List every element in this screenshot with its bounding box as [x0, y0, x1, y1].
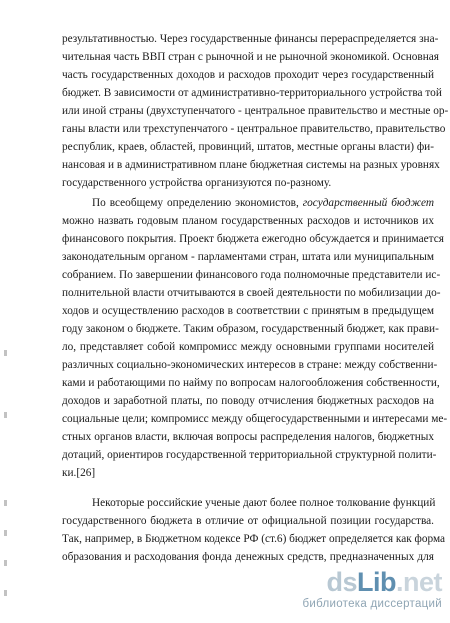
- logo-part-net: .net: [395, 567, 442, 597]
- p2-line-13: социальные цели; компромисс между общегосударственными и интересами ме-: [62, 413, 448, 425]
- p2-line-8: году законом о бюджете. Таким образом, государственный бюджет, как прави-: [62, 323, 439, 335]
- p1-line-7: республик, краев, областей, провинций, штатов, местные органы власти) фи-: [62, 141, 434, 153]
- p3-line-4: образования и расходования фонда денежных средств, предназначенных для: [62, 551, 434, 563]
- dslib-subtitle: библиотека диссертаций: [302, 598, 442, 610]
- dslib-watermark: [292, 567, 442, 617]
- p2-line-16: ки.[26]: [62, 467, 96, 479]
- scan-artifact: [4, 560, 7, 566]
- p1-line-4: бюджет. В зависимости от административно-территориального устройства той: [62, 87, 442, 99]
- p2-line-15: дотаций, ориентиров государственной территориальной структурной полити-: [62, 449, 437, 461]
- p2-line-14: стных органов власти, включая вопросы распределения налогов, бюджетных: [62, 431, 434, 443]
- p1-line-1: результативностью. Через государственные финансы перераспределяется зна-: [62, 33, 439, 45]
- p2-line-1: [92, 196, 434, 210]
- logo-part-lib: Lib: [356, 567, 396, 597]
- p2-line-12: доходов и заработной платы, по поводу отчисления бюджетных расходов на: [62, 395, 434, 407]
- p1-line-5: или иной страны (двухступенчатого - центральное правительство и местные ор-: [62, 105, 449, 117]
- p2-line-10: различных социально-экономических интересов в стране: между собственни-: [62, 359, 438, 371]
- dslib-logo: [292, 567, 442, 597]
- term-gov-budget: государственный бюджет: [302, 197, 434, 209]
- p2-line-3: финансового покрытия. Проект бюджета ежегодно обсуждается и принимается: [62, 233, 444, 245]
- p2-line-4: законодательным органом - парламентами стран, штата или муниципальным: [62, 251, 434, 263]
- logo-part-ds: ds: [326, 567, 357, 597]
- scan-artifact: [4, 350, 7, 356]
- p1-line-3: часть государственных доходов и расходов проходит через государственный: [62, 69, 434, 81]
- p3-line-3: Так, например, в Бюджетном кодексе РФ (ст.6) бюджет определяется как форма: [62, 533, 446, 545]
- p2-line-7: ходов и осуществлению расходов в соответствии с принятым в предыдущем: [62, 305, 434, 317]
- p2-line-6: полнительной власти отчитываются в своей деятельности по мобилизации до-: [62, 287, 441, 299]
- p1-line-8: нансовая и в административном плане бюджетная системы на разных уровнях: [62, 159, 440, 171]
- p3-line-1: Некоторые российские ученые дают более полное толкование функций: [92, 497, 436, 509]
- p2-line-2: можно назвать годовым планом государственных расходов и источников их: [62, 215, 434, 227]
- p2-line-1-text: По всеобщему определению экономистов,: [92, 197, 303, 209]
- scan-artifact: [4, 530, 7, 536]
- p3-line-2: государственного бюджета в отличие от официальной позиции государства.: [62, 515, 434, 527]
- p1-line-2: чительная часть ВВП стран с рыночной и не рыночной экономикой. Основная: [62, 51, 440, 63]
- p1-line-9: государственного устройства организуются по-разному.: [62, 177, 332, 189]
- p2-line-9: ло, представляет собой компромисс между основными группами носителей: [62, 341, 434, 353]
- p1-line-6: ганы власти или трехступенчатого - центральное правительство, правительство: [62, 123, 446, 135]
- scan-artifact: [4, 590, 7, 596]
- p2-line-11: ками и работающими по найму по вопросам налогообложения собственности,: [62, 377, 440, 389]
- scan-artifact: [4, 500, 7, 506]
- scan-artifact: [4, 412, 7, 418]
- p2-line-5: собранием. По завершении финансового года полномочные представители ис-: [62, 269, 441, 281]
